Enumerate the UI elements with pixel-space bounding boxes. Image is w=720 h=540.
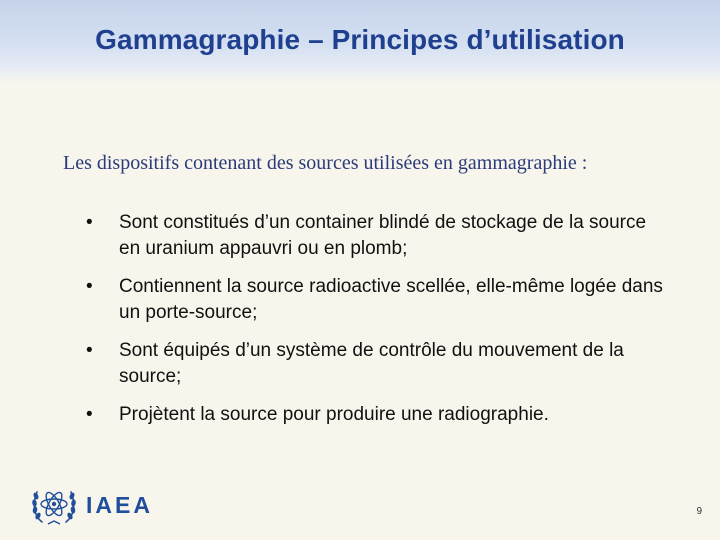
bullet-text: Projètent la source pour produire une radiographie. bbox=[119, 404, 549, 425]
bullet-text: Sont constitués d’un container blindé de stockage de la source en uranium appauvri ou en plomb; bbox=[119, 212, 647, 259]
bullet-marker: • bbox=[86, 276, 93, 297]
intro-text: Les dispositifs contenant des sources utilisées en gammagraphie : bbox=[63, 152, 588, 174]
iaea-atom-laurel-icon bbox=[28, 482, 80, 528]
bullet-text: Sont équipés d’un système de contrôle du mouvement de la source; bbox=[119, 340, 624, 387]
bullet-marker: • bbox=[86, 404, 93, 425]
bullet-marker: • bbox=[86, 212, 93, 233]
logo-text: IAEA bbox=[86, 491, 153, 518]
bullet-text: Contiennent la source radioactive scellée, elle-même logée dans un porte-source; bbox=[119, 276, 663, 323]
slide-title: Gammagraphie – Principes d’utilisation bbox=[95, 24, 625, 55]
bullet-item bbox=[86, 274, 666, 326]
bullet-list bbox=[86, 210, 666, 440]
iaea-logo bbox=[28, 482, 153, 528]
bullet-marker: • bbox=[86, 340, 93, 361]
bullet-item bbox=[86, 402, 666, 428]
page-number: 9 bbox=[696, 506, 702, 517]
bullet-item bbox=[86, 210, 666, 262]
bullet-item bbox=[86, 338, 666, 390]
